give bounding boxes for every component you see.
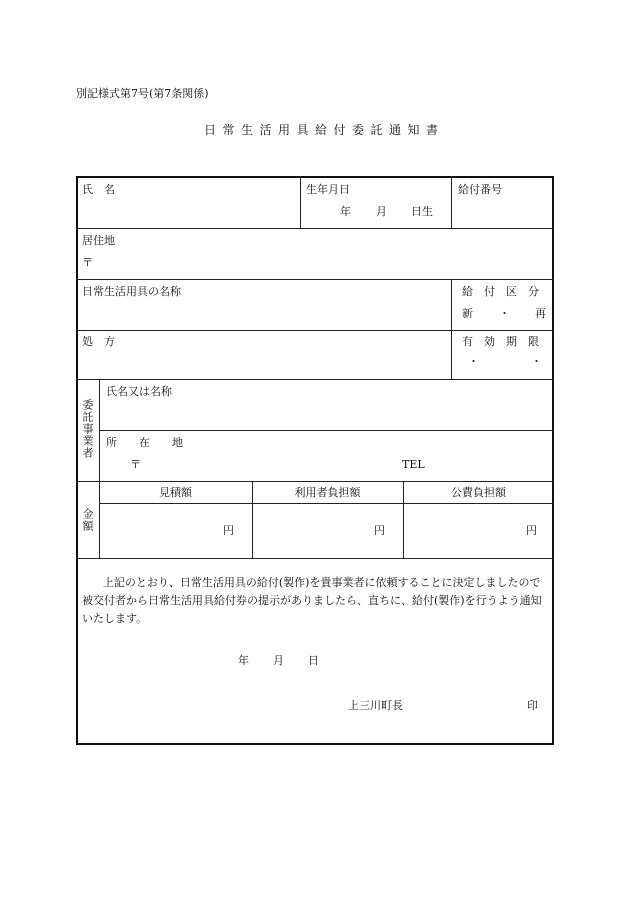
date-year-unit: 年 bbox=[238, 654, 249, 667]
prescription-label: 処 方 bbox=[82, 335, 115, 348]
row-divider bbox=[99, 430, 554, 431]
contractor-postal-mark: 〒 bbox=[130, 458, 141, 471]
grant-category-label: 給 付 区 分 bbox=[462, 285, 539, 298]
row-divider bbox=[76, 481, 554, 482]
grant-category-re: 再 bbox=[535, 307, 546, 320]
row-divider bbox=[76, 279, 554, 280]
row-divider bbox=[76, 379, 554, 380]
column-divider bbox=[99, 379, 100, 558]
validity-label: 有 効 期 限 bbox=[462, 335, 539, 348]
user-share-header: 利用者負担額 bbox=[294, 486, 361, 499]
column-divider bbox=[451, 279, 452, 379]
date-day-unit: 日 bbox=[308, 654, 319, 667]
name-label: 氏 名 bbox=[82, 183, 115, 196]
contractor-name-label: 氏名又は名称 bbox=[106, 385, 172, 398]
birthdate-label: 生年月日 bbox=[306, 183, 350, 196]
row-divider bbox=[76, 330, 554, 331]
contractor-tel-label: TEL bbox=[402, 458, 425, 471]
birth-month-unit: 月 bbox=[376, 205, 387, 218]
seal-mark: 印 bbox=[527, 699, 538, 712]
column-divider bbox=[451, 176, 452, 228]
validity-dot: ・ bbox=[468, 355, 479, 368]
row-divider bbox=[99, 503, 554, 504]
estimate-header: 見積額 bbox=[159, 486, 192, 499]
column-divider bbox=[300, 176, 301, 228]
estimate-yen-unit: 円 bbox=[223, 524, 234, 537]
amount-section-label: 金額 bbox=[81, 508, 94, 532]
page-title: 日常生活用具給付委託通知書 bbox=[204, 123, 445, 137]
date-month-unit: 月 bbox=[273, 654, 284, 667]
contractor-address-label: 所 在 地 bbox=[106, 436, 183, 449]
notice-paragraph: 上記のとおり、日常生活用具の給付(製作)を貴事業者に依頼することに決定しましたので被交付者から日常生活用具給付券の提示がありましたら、直ちに、給付(製作)を行うよう通知いたします。 bbox=[82, 576, 542, 625]
grant-number-label: 給付番号 bbox=[458, 183, 502, 196]
contractor-section-label: 委託事業者 bbox=[81, 399, 94, 459]
residence-label: 居住地 bbox=[82, 234, 115, 247]
grant-category-new: 新 bbox=[462, 307, 473, 320]
birth-year-unit: 年 bbox=[340, 205, 351, 218]
birth-day-unit: 日生 bbox=[411, 205, 433, 218]
grant-category-separator: ・ bbox=[499, 307, 510, 320]
form-reference: 別記様式第7号(第7条関係) bbox=[76, 87, 209, 100]
validity-dot: ・ bbox=[531, 355, 542, 368]
row-divider bbox=[76, 228, 554, 229]
public-share-yen-unit: 円 bbox=[526, 524, 537, 537]
issuer-name: 上三川町長 bbox=[348, 699, 403, 712]
public-share-header: 公費負担額 bbox=[451, 486, 506, 499]
row-divider bbox=[76, 558, 554, 559]
user-share-yen-unit: 円 bbox=[374, 524, 385, 537]
equipment-name-label: 日常生活用具の名称 bbox=[82, 285, 181, 298]
postal-mark: 〒 bbox=[82, 256, 93, 269]
